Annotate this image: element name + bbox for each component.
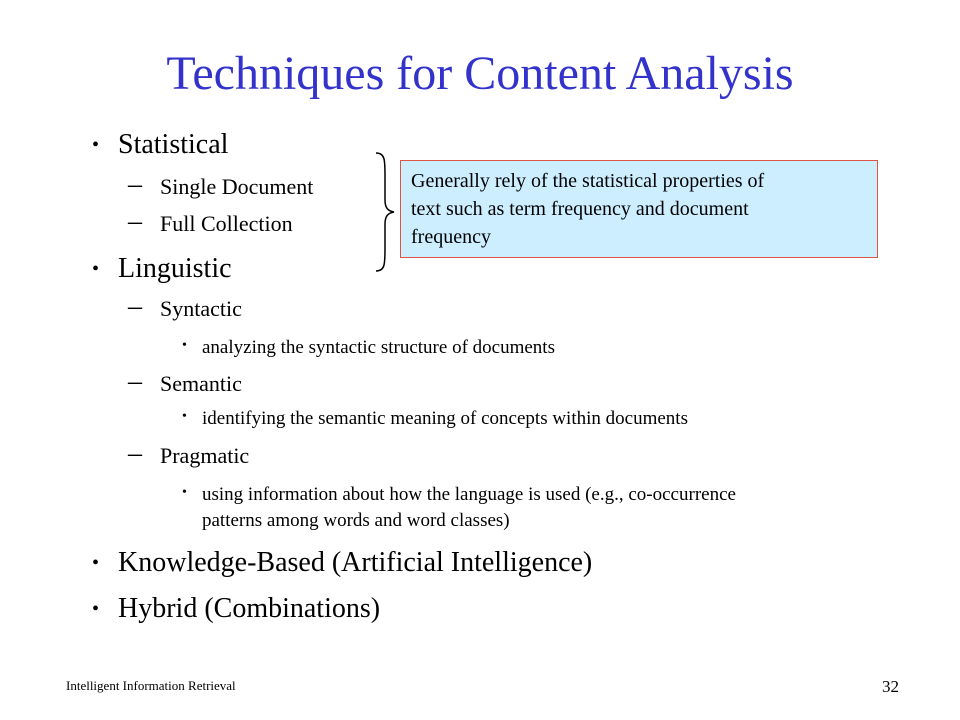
page-number: 32 [882,677,899,696]
bullet-icon: • [182,485,187,500]
bullet-icon: • [92,134,100,156]
brace-icon [370,150,398,274]
dash-icon: – [128,169,142,200]
callout-box [400,160,878,258]
bullet-statistical: Statistical [118,129,229,160]
footer-course: Intelligent Information Retrieval [66,678,236,693]
sub-full-collection: Full Collection [160,211,293,236]
dash-icon: – [128,438,142,469]
detail-syntactic: analyzing the syntactic structure of documents [202,337,555,358]
bullet-icon: • [182,338,187,353]
dash-icon: – [128,206,142,237]
bullet-icon: • [92,598,100,620]
detail-pragmatic: using information about how the language is used (e.g., co-occurrence [202,484,736,505]
slide-title: Techniques for Content Analysis [166,47,794,100]
dash-icon: – [128,291,142,322]
bullet-icon: • [92,552,100,574]
detail-pragmatic: patterns among words and word classes) [202,510,510,531]
callout-line: text such as term frequency and document [411,198,749,220]
bullet-icon: • [92,258,100,280]
sub-semantic: Semantic [160,371,242,396]
sub-single-document: Single Document [160,174,314,199]
sub-syntactic: Syntactic [160,296,242,321]
callout-line: Generally rely of the statistical properties of [411,170,765,192]
dash-icon: – [128,366,142,397]
detail-semantic: identifying the semantic meaning of concepts within documents [202,408,688,429]
bullet-knowledge-based: Knowledge-Based (Artificial Intelligence) [118,547,593,578]
callout-line: frequency [411,226,491,248]
bullet-icon: • [182,409,187,424]
sub-pragmatic: Pragmatic [160,443,250,468]
bullet-hybrid: Hybrid (Combinations) [118,593,381,624]
bullet-linguistic: Linguistic [118,253,232,284]
